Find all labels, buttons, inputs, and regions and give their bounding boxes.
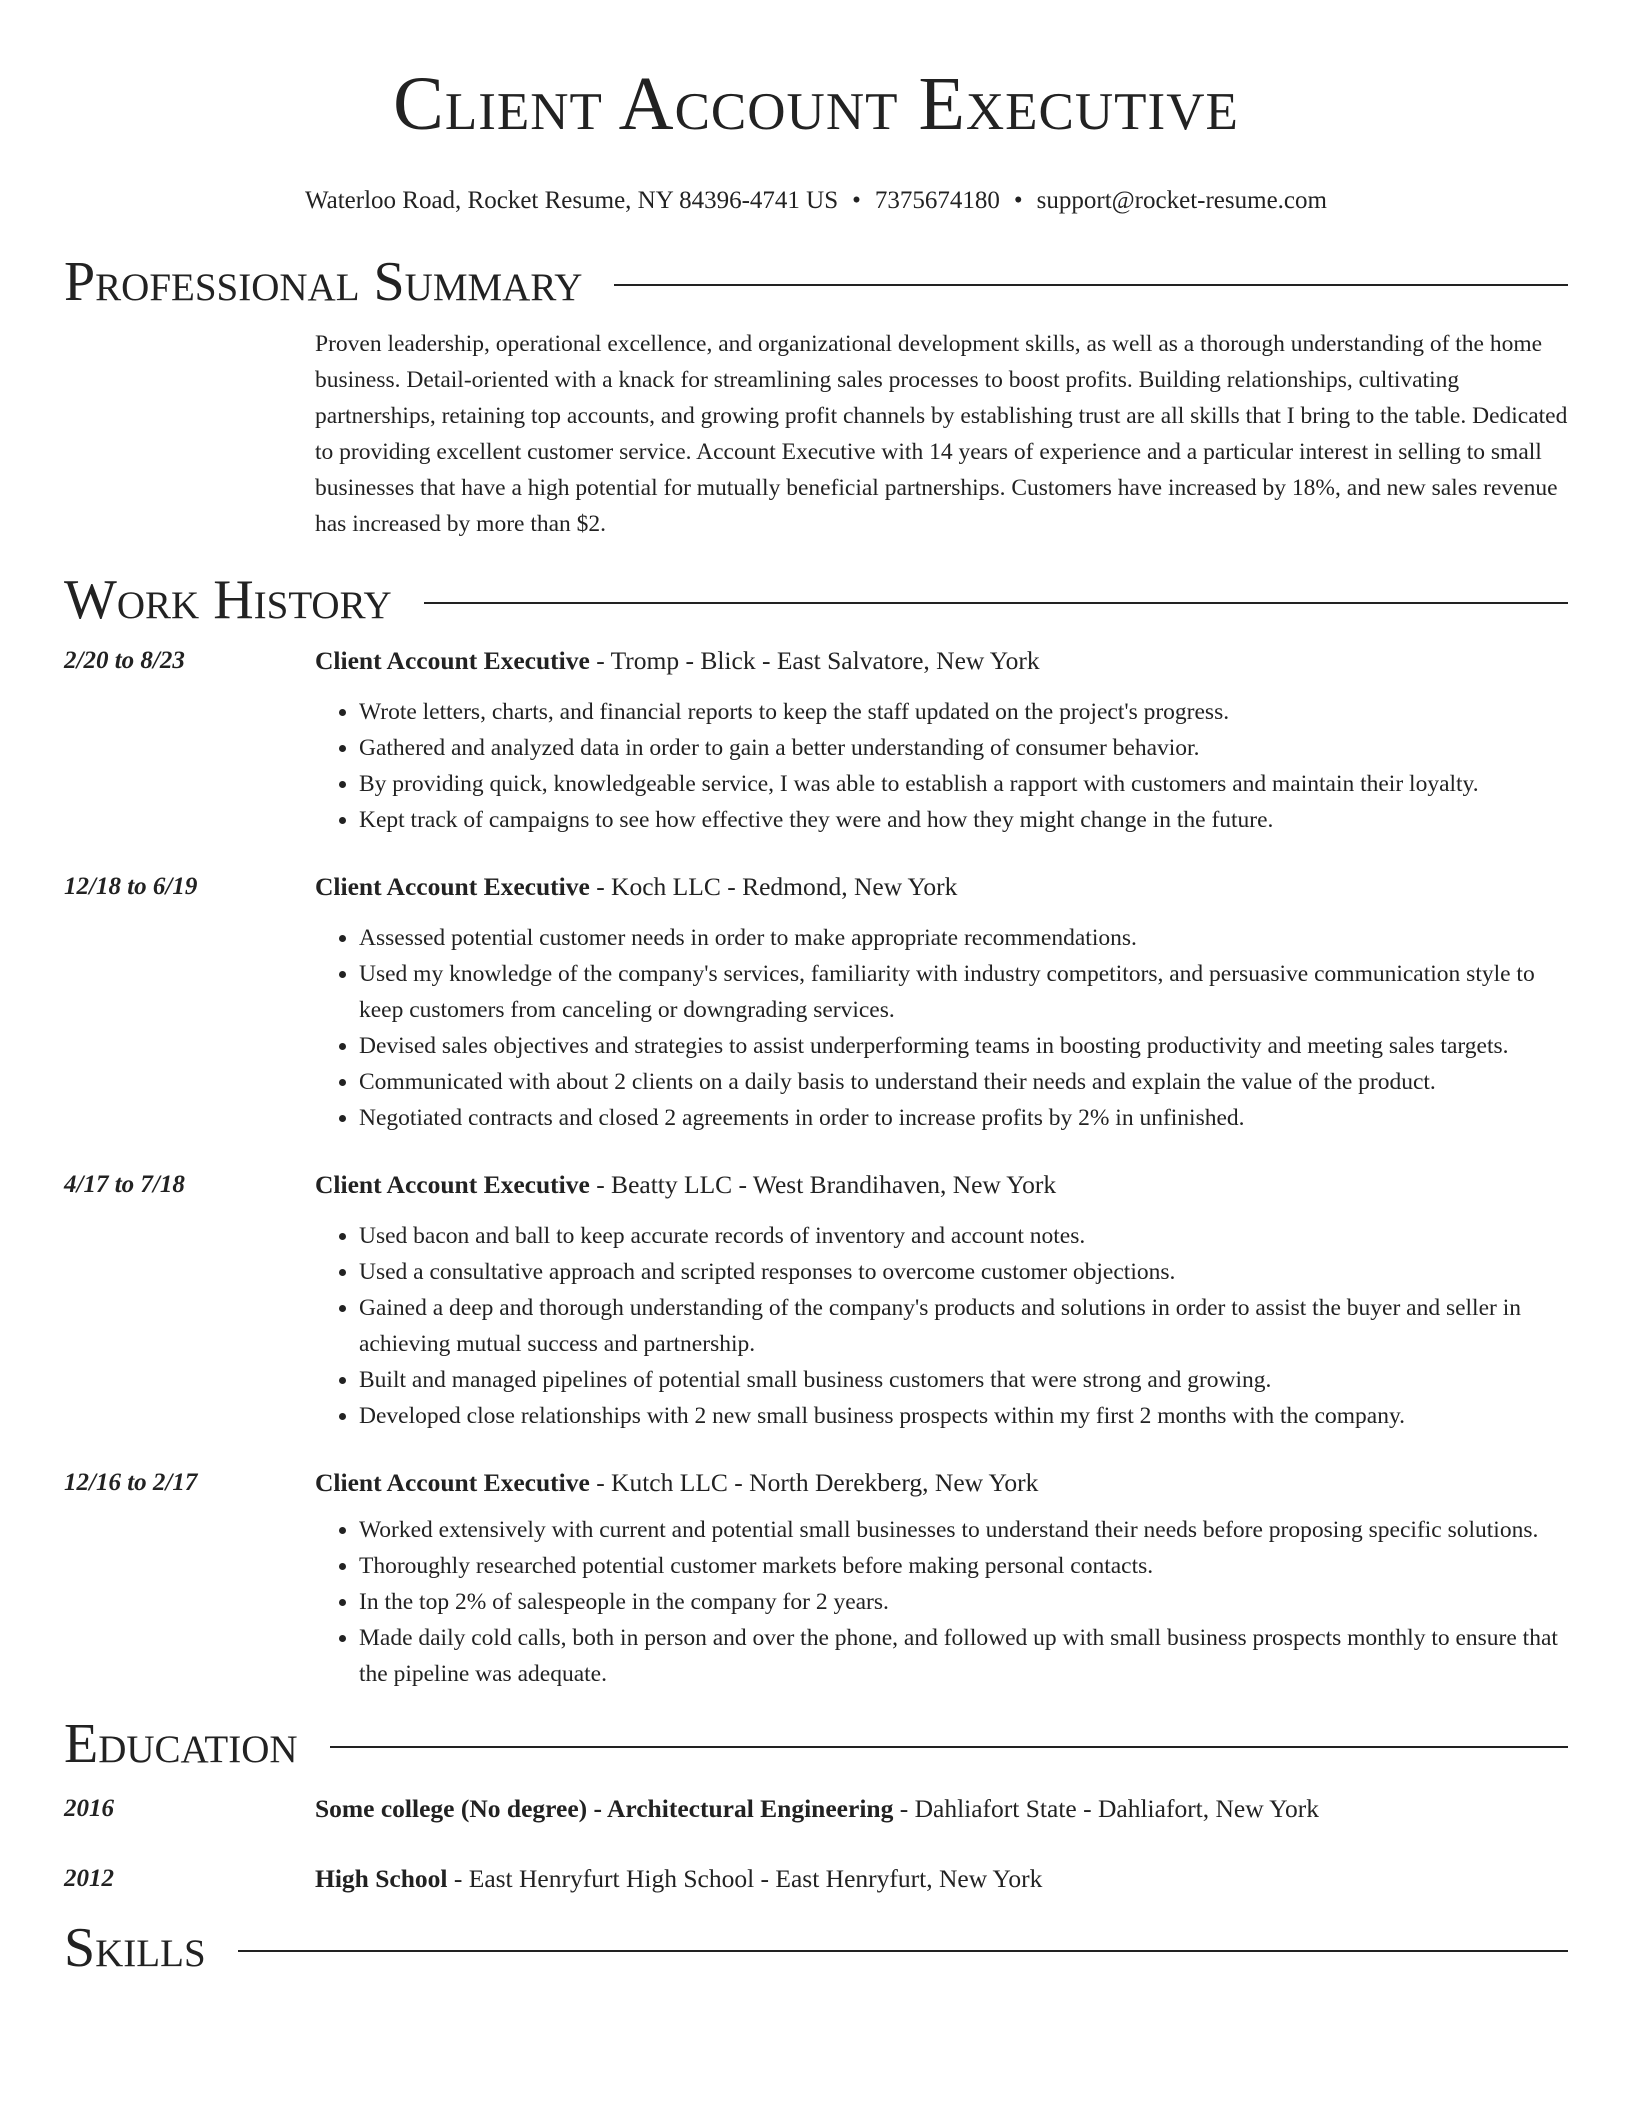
job-bullets: [315, 1218, 1568, 1434]
education-entry: [64, 1864, 1568, 1894]
education-year: 2016: [64, 1795, 114, 1822]
job-body: [315, 1170, 1568, 1434]
list-item: • Gained a deep and thorough understanding of the company's products and solutions in order to assist the buyer and seller in achieving mutual success and partnership.: [359, 1290, 1568, 1362]
list-item: • Used my knowledge of the company's services, familiarity with industry competitors, and persuasive communication style to keep customers from canceling or downgrading services.: [359, 956, 1568, 1028]
list-item: • Thoroughly researched potential customer markets before making personal contacts.: [359, 1548, 1568, 1584]
job-employer: - Tromp - Blick - East Salvatore, New York: [589, 646, 1040, 675]
section-title-summary: Professional Summary: [64, 251, 583, 313]
education-school: - East Henryfurt High School - East Henryfurt, New York: [447, 1864, 1043, 1893]
education-year: 2012: [64, 1865, 114, 1892]
education-section-header: [64, 1712, 1568, 1776]
job-heading: [315, 1170, 1568, 1200]
list-item: • Devised sales objectives and strategies to assist underperforming teams in boosting productivity and meeting sales targets.: [359, 1028, 1568, 1064]
job-dates: 2/20 to 8/23: [64, 647, 185, 674]
education-entry: [64, 1794, 1568, 1824]
separator: •: [1013, 187, 1023, 214]
job-employer: - Kutch LLC - North Derekberg, New York: [589, 1468, 1039, 1497]
summary-text: Proven leadership, operational excellence, and organizational development skills, as well as a thorough understanding of the home business. Detail-oriented with a knack for streamlining sales processes to boost profits. Building relationships, cultivating partnerships, retaining top accounts, and growing profit channels by establishing trust are all skills that I bring to the table. Dedicated to providing excellent customer service. Account Executive with 14 years of experience and a particular interest in selling to small businesses that have a high potential for mutually beneficial partnerships. Customers have increased by 18%, and new sales revenue has increased by more than $2.: [315, 331, 1568, 537]
education-heading: [315, 1864, 1568, 1894]
job-heading: [315, 872, 1568, 902]
list-item: • Kept track of campaigns to see how effective they were and how they might change in the future.: [359, 802, 1568, 838]
candidate-name: Client Account Executive: [393, 62, 1239, 146]
skills-section-header: [64, 1916, 1568, 1980]
separator: •: [852, 187, 861, 214]
job-employer: - Koch LLC - Redmond, New York: [589, 872, 958, 901]
section-title-skills: Skills: [64, 1917, 206, 1979]
job-title: Client Account Executive: [315, 872, 590, 901]
job-dates: 4/17 to 7/18: [64, 1171, 185, 1198]
education-heading: [315, 1794, 1568, 1824]
email: support@rocket-resume.com: [1036, 187, 1327, 214]
list-item: • Gathered and analyzed data in order to gain a better understanding of consumer behavior.: [359, 730, 1568, 766]
list-item: • Assessed potential customer needs in order to make appropriate recommendations.: [359, 920, 1568, 956]
job-dates: 12/16 to 2/17: [64, 1469, 198, 1496]
address: Waterloo Road, Rocket Resume, NY 84396-4741 US: [305, 187, 839, 214]
job-bullets: [315, 1512, 1568, 1692]
summary-section-header: [64, 250, 1568, 314]
job-entry: [64, 1170, 1568, 1434]
section-divider: [614, 284, 1568, 286]
job-entry: [64, 872, 1568, 1136]
list-item: • Developed close relationships with 2 new small business prospects within my first 2 months with the company.: [359, 1398, 1568, 1434]
job-title: Client Account Executive: [315, 1468, 590, 1497]
contact-line: [0, 186, 1632, 216]
section-title-education: Education: [64, 1713, 298, 1775]
job-entry: [64, 646, 1568, 838]
list-item: • In the top 2% of salespeople in the company for 2 years.: [359, 1584, 1568, 1620]
list-item: • Used bacon and ball to keep accurate records of inventory and account notes.: [359, 1218, 1568, 1254]
list-item: • Negotiated contracts and closed 2 agreements in order to increase profits by 2% in unfinished.: [359, 1100, 1568, 1136]
job-heading: [315, 1468, 1568, 1498]
list-item: • Worked extensively with current and potential small businesses to understand their needs before proposing specific solutions.: [359, 1512, 1568, 1548]
job-bullets: [315, 920, 1568, 1136]
job-body: [315, 872, 1568, 1136]
job-employer: - Beatty LLC - West Brandihaven, New York: [589, 1170, 1057, 1199]
list-item: • Used a consultative approach and scripted responses to overcome customer objections.: [359, 1254, 1568, 1290]
education-school: - Dahliafort State - Dahliafort, New York: [893, 1794, 1319, 1823]
education-body: [315, 1794, 1568, 1824]
section-title-work-history: Work History: [64, 569, 392, 631]
job-heading: [315, 646, 1568, 676]
job-entry: [64, 1468, 1568, 1692]
education-body: [315, 1864, 1568, 1894]
list-item: • Built and managed pipelines of potential small business customers that were strong and growing.: [359, 1362, 1568, 1398]
list-item: • Communicated with about 2 clients on a daily basis to understand their needs and explain the value of the product.: [359, 1064, 1568, 1100]
section-divider: [424, 602, 1568, 604]
phone: 7375674180: [874, 187, 1000, 214]
section-divider: [330, 1746, 1568, 1748]
job-title: Client Account Executive: [315, 646, 590, 675]
job-dates: 12/18 to 6/19: [64, 873, 198, 900]
job-body: [315, 646, 1568, 838]
job-bullets: [315, 694, 1568, 838]
education-degree: High School: [315, 1864, 448, 1893]
job-title: Client Account Executive: [315, 1170, 590, 1199]
list-item: • Wrote letters, charts, and financial reports to keep the staff updated on the project's progress.: [359, 694, 1568, 730]
section-divider: [238, 1950, 1568, 1952]
job-body: [315, 1468, 1568, 1692]
list-item: • Made daily cold calls, both in person and over the phone, and followed up with small business prospects monthly to ensure that the pipeline was adequate.: [359, 1620, 1568, 1692]
list-item: • By providing quick, knowledgeable service, I was able to establish a rapport with customers and maintain their loyalty.: [359, 766, 1568, 802]
work-section-header: [64, 568, 1568, 632]
education-degree: Some college (No degree) - Architectural Engineering: [315, 1794, 894, 1823]
